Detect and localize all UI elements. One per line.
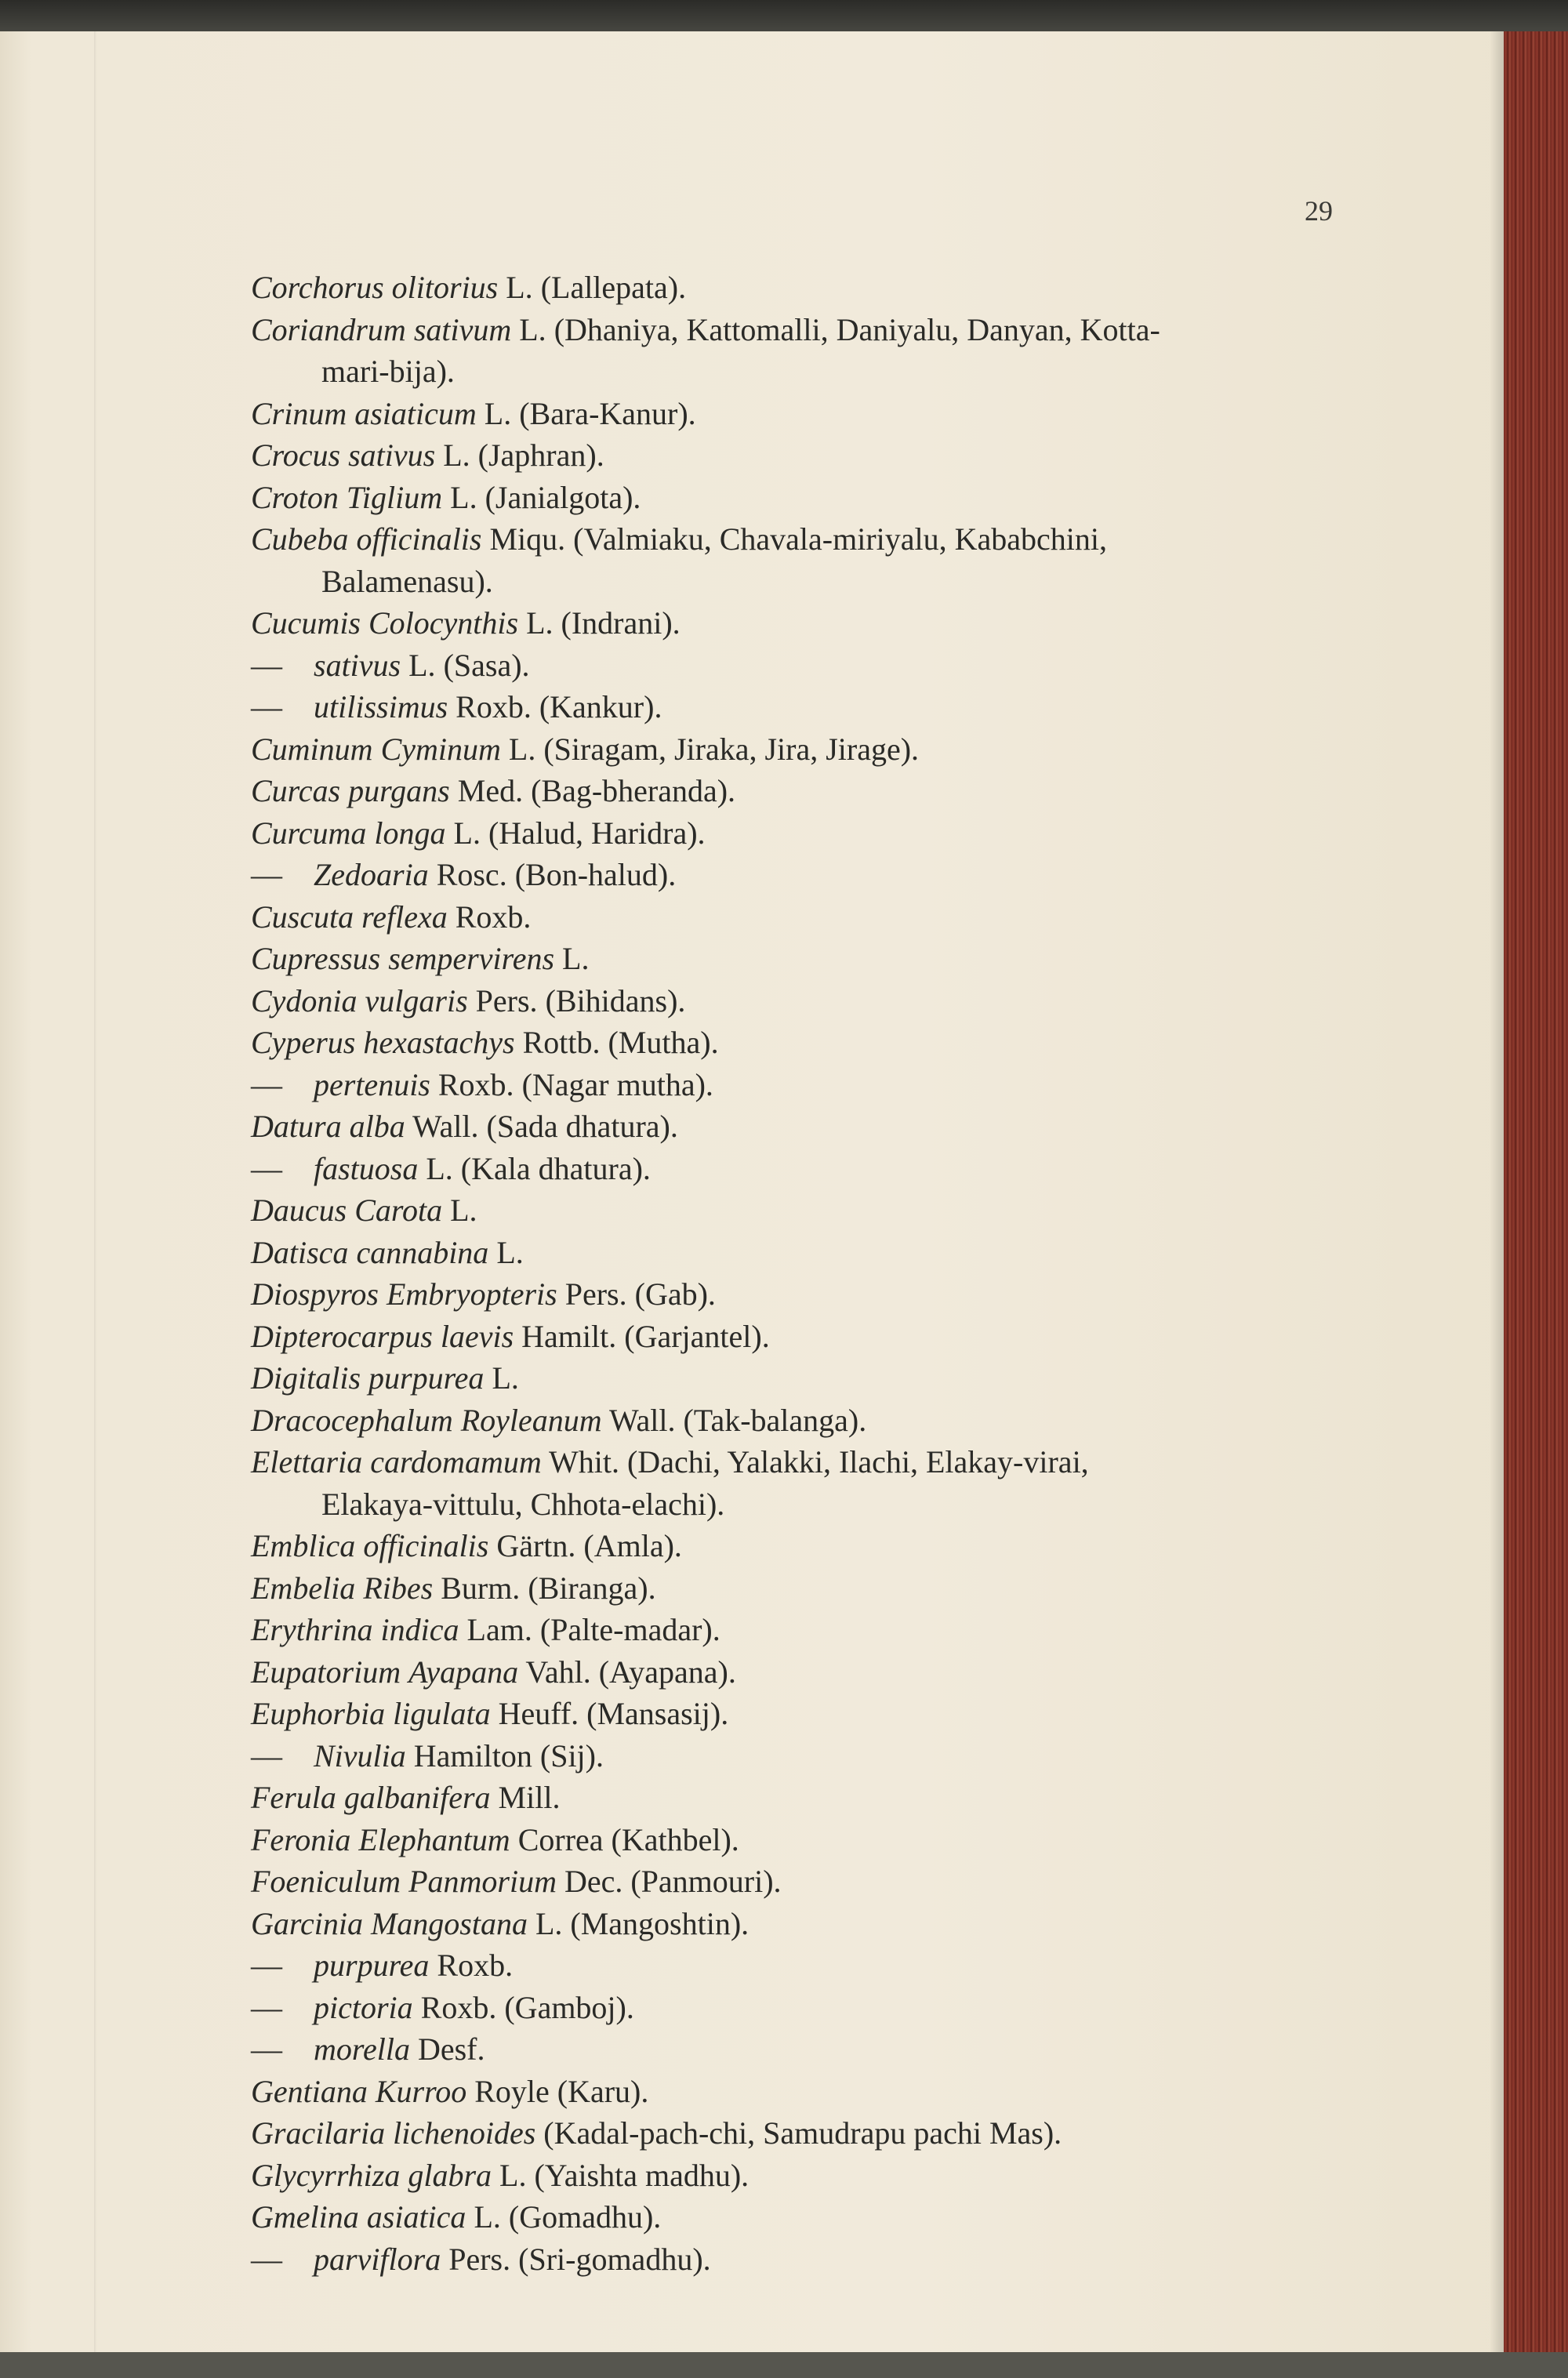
species-name: cannabina — [356, 1234, 489, 1270]
species-name: asiaticum — [354, 395, 477, 431]
vernacular-names: (Lallepata). — [540, 270, 687, 305]
author-abbreviation: Rosc. — [436, 857, 507, 892]
species-name: Nivulia — [314, 1737, 406, 1774]
vernacular-names: (Ayapana). — [598, 1654, 736, 1690]
genus-name: Datisca — [251, 1234, 349, 1270]
genus-name: Gmelina — [251, 2199, 359, 2235]
species-name: purpurea — [368, 1360, 485, 1396]
genus-name: Feronia — [251, 1821, 351, 1857]
plant-entry — [251, 1777, 1348, 1819]
plant-name-list — [251, 267, 1348, 2280]
plant-entry — [251, 267, 1348, 309]
vernacular-names: (Sri-gomadhu). — [518, 2241, 711, 2277]
genus-name: Emblica — [251, 1528, 356, 1563]
plant-entry — [251, 728, 1348, 771]
ditto-dash: — — [251, 1737, 282, 1774]
species-name: longa — [374, 815, 446, 851]
species-name: utilissimus — [314, 689, 448, 724]
plant-entry — [251, 477, 1348, 519]
plant-entry — [251, 1273, 1348, 1316]
genus-name: Gracilaria — [251, 2115, 386, 2151]
author-abbreviation: L. — [526, 605, 554, 641]
genus-name: Daucus — [251, 1193, 347, 1228]
genus-name: Euphorbia — [251, 1696, 386, 1731]
author-abbreviation: Vahl. — [525, 1654, 591, 1690]
ditto-dash: — — [251, 1989, 282, 2025]
author-abbreviation: Pers. — [448, 2241, 511, 2277]
genus-name: Cuminum — [251, 731, 373, 767]
species-name: Zedoaria — [314, 857, 429, 892]
author-abbreviation: Mill. — [498, 1780, 561, 1815]
species-name: cardomamum — [370, 1444, 542, 1479]
species-name: Colocynthis — [368, 605, 519, 641]
genus-name: Embelia — [251, 1570, 356, 1606]
species-name: olitorius — [391, 270, 499, 305]
author-abbreviation: Roxb. — [420, 1989, 497, 2025]
species-name: vulgaris — [365, 982, 468, 1018]
plant-entry — [251, 1148, 1348, 1190]
vernacular-names: (Dhaniya, Kattomalli, Daniyalu, Danyan, Kotta- — [554, 311, 1160, 347]
vernacular-names: (Kala dhatura). — [460, 1150, 651, 1186]
vernacular-names: (Biranga). — [528, 1570, 656, 1606]
vernacular-continuation: Elakaya-vittulu, Chhota-elachi). — [321, 1486, 725, 1522]
plant-entry — [251, 644, 1348, 687]
plant-entry — [251, 770, 1348, 812]
species-name: parviflora — [314, 2241, 441, 2277]
vernacular-names: (Gamboj). — [504, 1989, 634, 2025]
plant-entry — [251, 1609, 1348, 1651]
vernacular-names: (Yaishta madhu). — [534, 2157, 750, 2193]
vernacular-names: (Mangoshtin). — [570, 1905, 750, 1941]
vernacular-names: (Siragam, Jiraka, Jira, Jirage). — [543, 731, 920, 767]
vernacular-names: (Kathbel). — [611, 1821, 739, 1857]
plant-entry — [251, 686, 1348, 728]
ditto-dash: — — [251, 857, 282, 892]
ditto-dash: — — [251, 2241, 282, 2277]
author-abbreviation: L. — [450, 1193, 477, 1228]
plant-entry — [251, 854, 1348, 896]
author-abbreviation: Heuff. — [498, 1696, 579, 1731]
species-name: galbanifera — [343, 1780, 491, 1815]
genus-name: Crocus — [251, 437, 341, 473]
genus-name: Cydonia — [251, 982, 358, 1018]
plant-entry — [251, 393, 1348, 435]
vernacular-names: (Sada dhatura). — [486, 1109, 678, 1144]
author-abbreviation: L. — [453, 815, 481, 851]
plant-entry — [251, 1567, 1348, 1610]
genus-name: Curcas — [251, 773, 341, 808]
genus-name: Elettaria — [251, 1444, 363, 1479]
species-name: pictoria — [314, 1989, 413, 2025]
genus-name: Corchorus — [251, 270, 384, 305]
author-abbreviation: Pers. — [564, 1276, 627, 1312]
species-name: Mangostana — [370, 1905, 528, 1941]
plant-entry — [251, 1316, 1348, 1358]
plant-entry — [251, 1400, 1348, 1442]
ditto-dash: — — [251, 647, 282, 683]
plant-entry — [251, 518, 1348, 602]
ditto-dash: — — [251, 1066, 282, 1102]
genus-name: Curcuma — [251, 815, 367, 851]
genus-name: Garcinia — [251, 1905, 363, 1941]
plant-entry — [251, 1441, 1348, 1525]
vernacular-continuation: Balamenasu). — [321, 563, 493, 599]
species-name: lichenoides — [393, 2115, 536, 2151]
vernacular-names: (Tak-balanga). — [683, 1402, 867, 1438]
species-name: Carota — [354, 1193, 443, 1228]
author-abbreviation: L. — [443, 437, 470, 473]
genus-name: Ferula — [251, 1780, 336, 1815]
species-name: purpurea — [314, 1948, 430, 1983]
author-abbreviation: Roxb. — [456, 689, 532, 724]
species-name: hexastachys — [363, 1025, 515, 1060]
vernacular-names: (Sij). — [539, 1737, 604, 1774]
vernacular-names: (Janialgota). — [485, 479, 641, 515]
author-abbreviation: L. — [506, 270, 533, 305]
species-name: Embryopteris — [386, 1276, 557, 1312]
author-abbreviation: Pers. — [475, 982, 538, 1018]
genus-name: Cubeba — [251, 521, 349, 557]
vernacular-names: (Amla). — [583, 1528, 682, 1563]
species-name: Ribes — [363, 1570, 434, 1606]
genus-name: Crinum — [251, 395, 347, 431]
genus-name: Erythrina — [251, 1612, 373, 1647]
species-name: Kurroo — [375, 2073, 467, 2109]
author-abbreviation: Wall. — [412, 1109, 479, 1144]
plant-entry — [251, 938, 1348, 980]
species-name: sempervirens — [388, 941, 555, 976]
genus-name: Coriandrum — [251, 311, 406, 347]
plant-entry — [251, 1903, 1348, 1945]
plant-entry — [251, 2238, 1348, 2281]
genus-name: Cucumis — [251, 605, 361, 641]
species-name: Royleanum — [460, 1402, 602, 1438]
species-name: Panmorium — [408, 1864, 557, 1899]
vernacular-names: (Mutha). — [608, 1025, 719, 1060]
genus-name: Foeniculum — [251, 1864, 401, 1899]
species-name: sativus — [348, 437, 436, 473]
vernacular-names: (Gab). — [634, 1276, 716, 1312]
plant-entry — [251, 812, 1348, 855]
plant-entry — [251, 2196, 1348, 2238]
species-name: pertenuis — [314, 1066, 430, 1102]
species-name: ligulata — [393, 1696, 491, 1731]
species-name: Cyminum — [380, 731, 501, 767]
plant-entry — [251, 2071, 1348, 2113]
author-abbreviation: L. — [484, 395, 512, 431]
genus-name: Cuscuta — [251, 899, 354, 935]
author-abbreviation: Desf. — [417, 2031, 485, 2067]
plant-entry — [251, 2155, 1348, 2197]
vernacular-names: (Bon-halud). — [514, 857, 677, 892]
plant-entry — [251, 2112, 1348, 2155]
plant-entry — [251, 896, 1348, 938]
genus-name: Cupressus — [251, 941, 381, 976]
plant-entry — [251, 1651, 1348, 1694]
vernacular-names: (Palte-madar). — [539, 1612, 720, 1647]
author-abbreviation: Hamilt. — [521, 1318, 617, 1354]
vernacular-names: (Garjantel). — [624, 1318, 770, 1354]
species-name: fastuosa — [314, 1150, 419, 1186]
plant-entry — [251, 434, 1348, 477]
author-abbreviation: Royle — [474, 2073, 550, 2109]
plant-entry — [251, 1357, 1348, 1400]
plant-entry — [251, 1693, 1348, 1735]
vernacular-names: (Japhran). — [477, 437, 604, 473]
species-name: Tiglium — [346, 479, 443, 515]
author-abbreviation: Miqu. — [489, 521, 566, 557]
page-number: 29 — [1305, 195, 1333, 227]
species-name: officinalis — [363, 1528, 489, 1563]
ditto-dash: — — [251, 1150, 282, 1186]
book-bottom-edge — [0, 2352, 1568, 2378]
vernacular-names: (Halud, Haridra). — [488, 815, 706, 851]
plant-entry — [251, 1525, 1348, 1567]
vernacular-names: (Valmiaku, Chavala-miriyalu, Kababchini, — [573, 521, 1108, 557]
vernacular-names: (Mansasij). — [586, 1696, 729, 1731]
species-name: asiatica — [366, 2199, 466, 2235]
vernacular-names: (Bara-Kanur). — [519, 395, 696, 431]
ditto-dash: — — [251, 689, 282, 724]
genus-name: Cyperus — [251, 1025, 356, 1060]
ditto-dash: — — [251, 2031, 282, 2067]
author-abbreviation: Roxb. — [437, 1948, 514, 1983]
genus-name: Dracocephalum — [251, 1402, 453, 1438]
genus-name: Datura — [251, 1109, 342, 1144]
vernacular-continuation: mari-bija). — [321, 354, 455, 389]
page-gutter — [94, 31, 96, 2356]
author-abbreviation: L. — [496, 1234, 524, 1270]
species-name: purgans — [348, 773, 450, 808]
ditto-dash: — — [251, 1948, 282, 1983]
species-name: sativum — [413, 311, 512, 347]
author-abbreviation: Roxb. — [455, 899, 532, 935]
species-name: laevis — [440, 1318, 514, 1354]
genus-name: Digitalis — [251, 1360, 361, 1396]
author-abbreviation: L. — [519, 311, 546, 347]
species-name: glabra — [408, 2157, 492, 2193]
author-abbreviation: L. — [499, 2157, 527, 2193]
genus-name: Gentiana — [251, 2073, 368, 2109]
author-abbreviation: Whit. — [549, 1444, 619, 1479]
plant-entry — [251, 1189, 1348, 1232]
author-abbreviation: Med. — [457, 773, 524, 808]
author-abbreviation: Rottb. — [522, 1025, 601, 1060]
author-abbreviation: Correa — [517, 1821, 604, 1857]
vernacular-names: (Bihidans). — [545, 982, 686, 1018]
vernacular-names: (Kankur). — [539, 689, 662, 724]
species-name: reflexa — [361, 899, 448, 935]
author-abbreviation: Hamilton — [413, 1737, 532, 1774]
plant-entry — [251, 309, 1348, 393]
author-abbreviation: L. — [408, 647, 436, 683]
plant-entry — [251, 1735, 1348, 1777]
author-abbreviation: L. — [450, 479, 477, 515]
species-name: officinalis — [356, 521, 482, 557]
author-abbreviation: Roxb. — [437, 1066, 514, 1102]
author-abbreviation: Gärtn. — [496, 1528, 576, 1563]
vernacular-names: (Kadal-pach-chi, Samudrapu pachi Mas). — [543, 2115, 1062, 2151]
genus-name: Dipterocarpus — [251, 1318, 433, 1354]
vernacular-names: (Gomadhu). — [508, 2199, 662, 2235]
book-page-edges — [1504, 31, 1568, 2352]
plant-entry — [251, 1022, 1348, 1064]
plant-entry — [251, 1987, 1348, 2029]
author-abbreviation: Burm. — [441, 1570, 521, 1606]
vernacular-names: (Indrani). — [561, 605, 681, 641]
plant-entry — [251, 1819, 1348, 1861]
plant-entry — [251, 2028, 1348, 2071]
species-name: indica — [380, 1612, 459, 1647]
genus-name: Glycyrrhiza — [251, 2157, 401, 2193]
author-abbreviation: L. — [492, 1360, 519, 1396]
author-abbreviation: L. — [562, 941, 590, 976]
author-abbreviation: L. — [426, 1150, 453, 1186]
plant-entry — [251, 602, 1348, 644]
vernacular-names: (Bag-bheranda). — [531, 773, 736, 808]
species-name: Ayapana — [408, 1654, 519, 1690]
author-abbreviation: Wall. — [608, 1402, 676, 1438]
genus-name: Croton — [251, 479, 339, 515]
species-name: alba — [349, 1109, 405, 1144]
plant-entry — [251, 1105, 1348, 1148]
author-abbreviation: L. — [474, 2199, 501, 2235]
species-name: morella — [314, 2031, 410, 2067]
vernacular-names: (Sasa). — [443, 647, 530, 683]
author-abbreviation: Dec. — [564, 1864, 623, 1899]
plant-entry — [251, 1232, 1348, 1274]
genus-name: Eupatorium — [251, 1654, 401, 1690]
plant-entry — [251, 1064, 1348, 1106]
vernacular-names: (Panmouri). — [630, 1864, 782, 1899]
genus-name: Diospyros — [251, 1276, 379, 1312]
vernacular-names: (Nagar mutha). — [521, 1066, 713, 1102]
species-name: sativus — [314, 647, 401, 683]
vernacular-names: (Dachi, Yalakki, Ilachi, Elakay-virai, — [626, 1444, 1089, 1479]
species-name: Elephantum — [358, 1821, 510, 1857]
vernacular-names: (Karu). — [557, 2073, 649, 2109]
plant-entry — [251, 1944, 1348, 1987]
plant-entry — [251, 1861, 1348, 1903]
author-abbreviation: L. — [535, 1905, 563, 1941]
author-abbreviation: Lam. — [466, 1612, 532, 1647]
author-abbreviation: L. — [508, 731, 536, 767]
plant-entry — [251, 980, 1348, 1022]
